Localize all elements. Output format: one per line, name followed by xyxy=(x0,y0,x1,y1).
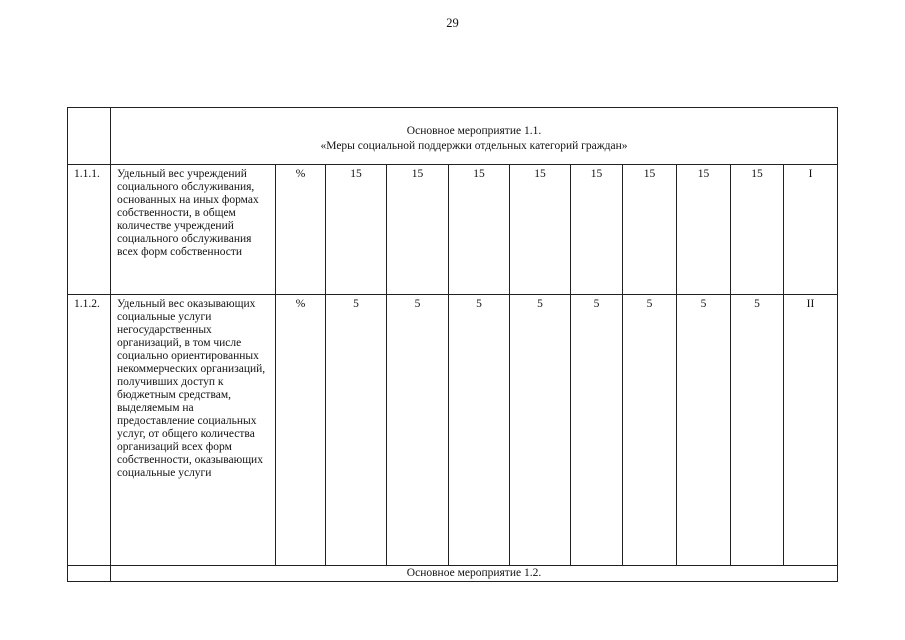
row-value: 5 xyxy=(449,295,510,566)
row-unit: % xyxy=(276,165,326,295)
row-value: 15 xyxy=(449,165,510,295)
row-value: 5 xyxy=(326,295,387,566)
indicators-table xyxy=(67,107,838,582)
row-category: II xyxy=(784,295,838,566)
row-value: 15 xyxy=(510,165,571,295)
section-title: Основное мероприятие 1.1. xyxy=(406,125,542,137)
row-value: 15 xyxy=(571,165,623,295)
row-value: 15 xyxy=(623,165,677,295)
section-subtitle: «Меры социальной поддержки отдельных категорий граждан» xyxy=(320,140,628,152)
section-number-cell xyxy=(68,566,111,582)
row-value: 5 xyxy=(510,295,571,566)
row-description: Удельный вес учреждений социального обслуживания, основанных на иных формах собственности, в общем количестве учреждений социального обслуживания всех форм собственности xyxy=(111,165,276,295)
row-value: 5 xyxy=(623,295,677,566)
row-value: 5 xyxy=(571,295,623,566)
row-value: 5 xyxy=(387,295,449,566)
row-value: 15 xyxy=(731,165,784,295)
page-number: 29 xyxy=(446,16,459,30)
row-value: 15 xyxy=(677,165,731,295)
row-value: 15 xyxy=(326,165,387,295)
row-value: 5 xyxy=(731,295,784,566)
row-category: I xyxy=(784,165,838,295)
row-unit: % xyxy=(276,295,326,566)
row-value: 15 xyxy=(387,165,449,295)
section-number-cell xyxy=(68,108,111,165)
section-title: Основное мероприятие 1.2. xyxy=(111,566,838,582)
row-description: Удельный вес оказывающих социальные услуги негосударственных организаций, в том числе социально ориентированных некоммерческих организаций, получивших доступ к бюджетным средствам, выделяемым на предоставление социальных услуг, от общего количества организаций всех форм собственности, оказывающих социальные услуги xyxy=(111,295,276,566)
section-header-row xyxy=(68,108,838,165)
row-number: 1.1.1. xyxy=(68,165,111,295)
section-header-row xyxy=(68,566,838,582)
table-row xyxy=(68,295,838,566)
section-title-cell xyxy=(111,108,838,165)
row-number: 1.1.2. xyxy=(68,295,111,566)
table-row xyxy=(68,165,838,295)
row-value: 5 xyxy=(677,295,731,566)
